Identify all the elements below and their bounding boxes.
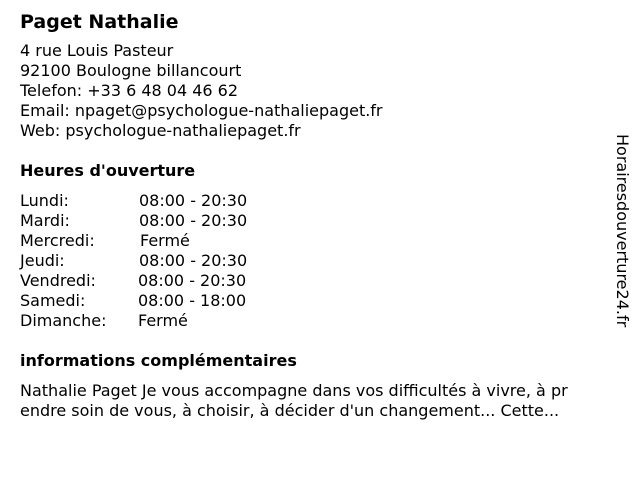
time-value: Fermé xyxy=(138,311,188,330)
opening-hours-heading: Heures d'ouverture xyxy=(20,161,196,180)
hours-row-monday xyxy=(20,191,620,211)
day-label: Jeudi: xyxy=(20,251,65,270)
address-line-2: 92100 Boulogne billancourt xyxy=(20,61,242,80)
email-line: Email: npaget@psychologue-nathaliepaget.fr xyxy=(20,101,383,120)
hours-row-sunday xyxy=(20,311,620,331)
additional-info-text xyxy=(20,381,620,421)
watermark-text: Horairesdouverture24.fr xyxy=(613,134,632,328)
address-line-1: 4 rue Louis Pasteur xyxy=(20,41,174,60)
hours-row-wednesday xyxy=(20,231,620,251)
business-card xyxy=(20,9,620,421)
hours-row-saturday xyxy=(20,291,620,311)
hours-row-friday xyxy=(20,271,620,291)
time-value: 08:00 - 20:30 xyxy=(139,191,248,210)
description-line-2: endre soin de vous, à choisir, à décider d'un changement... Cette... xyxy=(20,401,560,420)
time-value: Fermé xyxy=(140,231,190,250)
web-line: Web: psychologue-nathaliepaget.fr xyxy=(20,121,301,140)
day-label: Lundi: xyxy=(20,191,69,210)
description-line-1: Nathalie Paget Je vous accompagne dans vos difficultés à vivre, à pr xyxy=(20,381,568,400)
additional-info-heading: informations complémentaires xyxy=(20,351,297,370)
watermark-vertical xyxy=(611,134,633,374)
business-name: Paget Nathalie xyxy=(20,11,179,33)
day-label: Dimanche: xyxy=(20,311,107,330)
hours-row-tuesday xyxy=(20,211,620,231)
time-value: 08:00 - 20:30 xyxy=(138,271,247,290)
phone-line: Telefon: +33 6 48 04 46 62 xyxy=(20,81,239,100)
time-value: 08:00 - 18:00 xyxy=(138,291,247,310)
day-label: Samedi: xyxy=(20,291,86,310)
hours-row-thursday xyxy=(20,251,620,271)
day-label: Mercredi: xyxy=(20,231,95,250)
opening-hours-table xyxy=(20,191,620,331)
day-label: Mardi: xyxy=(20,211,70,230)
time-value: 08:00 - 20:30 xyxy=(139,211,248,230)
time-value: 08:00 - 20:30 xyxy=(139,251,248,270)
day-label: Vendredi: xyxy=(20,271,96,290)
